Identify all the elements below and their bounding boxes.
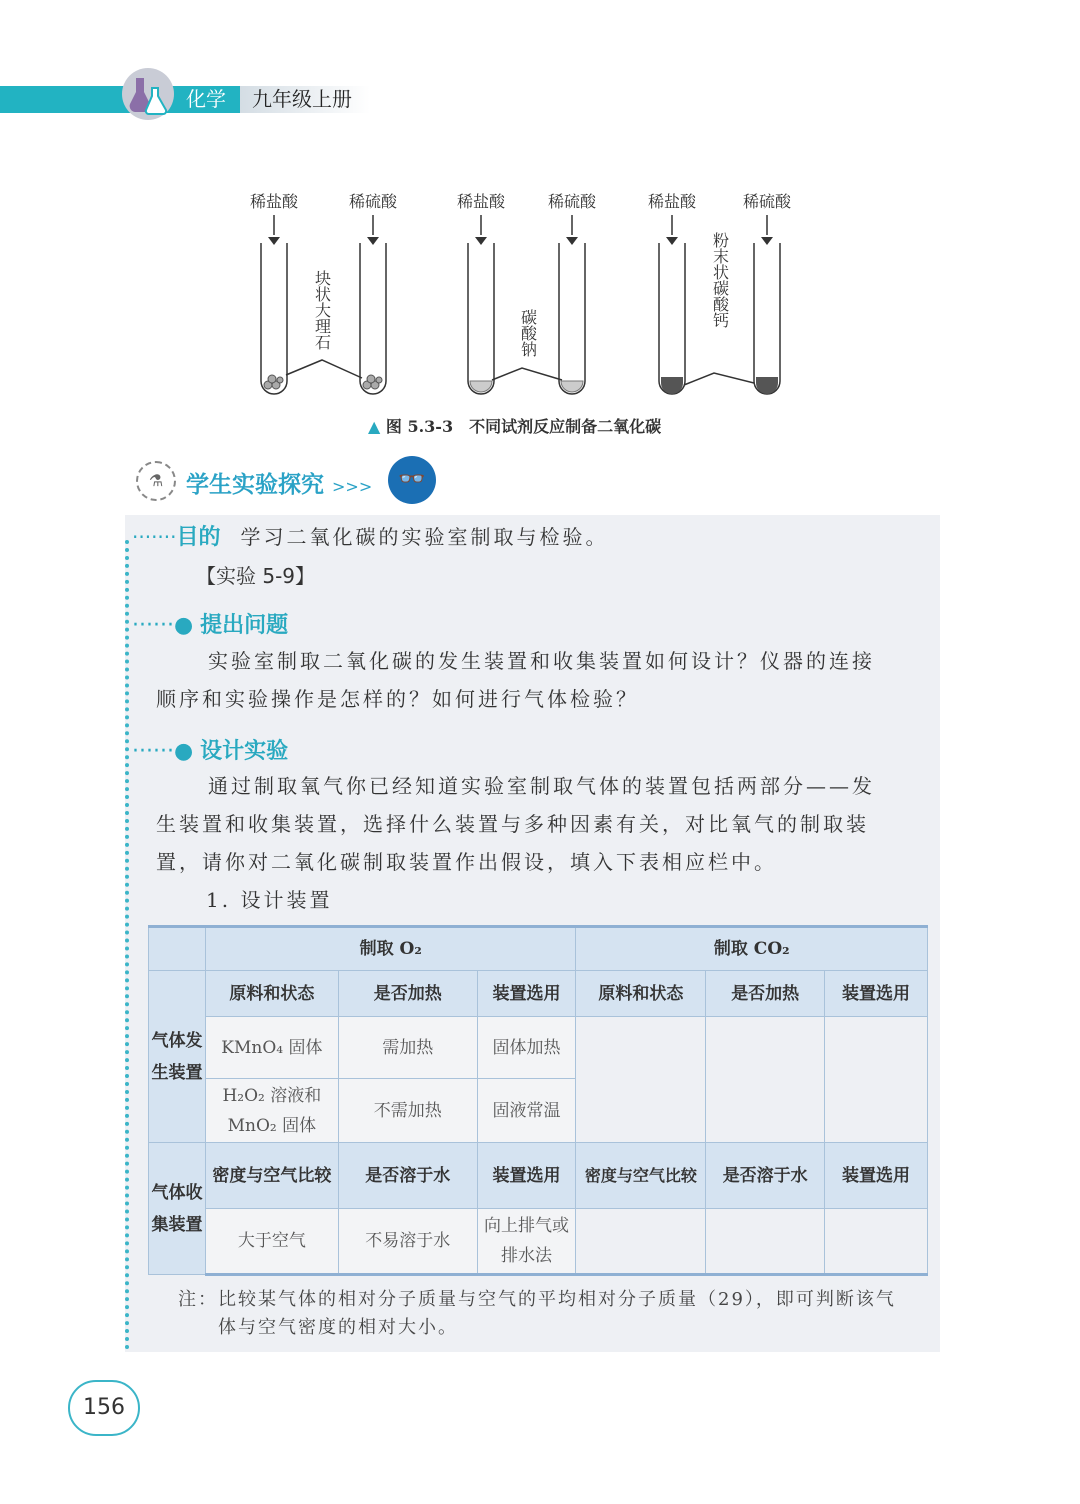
acid-label: 稀盐酸 xyxy=(647,192,697,211)
acid-label: 稀硫酸 xyxy=(547,192,597,211)
cell: 向上排气或排水法 xyxy=(477,1209,576,1275)
design-subheading: 1. 设计装置 xyxy=(206,888,333,912)
answer-cell[interactable] xyxy=(825,1017,928,1143)
cell: 大于空气 xyxy=(205,1209,338,1275)
col-head: 是否加热 xyxy=(338,971,477,1017)
question-line: 实验室制取二氧化碳的发生装置和收集装置如何设计？仪器的连接 xyxy=(208,649,875,673)
design-line: 生装置和收集装置，选择什么装置与多种因素有关，对比氧气的制取装 xyxy=(156,812,869,836)
experiment-id: 【实验 5-9】 xyxy=(196,564,316,588)
flask-logo-icon xyxy=(122,68,174,120)
col-head: 密度与空气比较 xyxy=(576,1143,706,1209)
purpose-line: ·······目的 学习二氧化碳的实验室制取与检验。 xyxy=(132,525,609,550)
acid-label: 稀硫酸 xyxy=(348,192,398,211)
test-tube-figure xyxy=(230,185,830,405)
col-head: 是否溶于水 xyxy=(338,1143,477,1209)
col-head: 装置选用 xyxy=(825,1143,928,1209)
page-number: 156 xyxy=(68,1380,140,1436)
acid-label: 稀盐酸 xyxy=(249,192,299,211)
design-line: 置，请你对二氧化碳制取装置作出假设，填入下表相应栏中。 xyxy=(156,850,777,874)
generation-label: 气体发生装置 xyxy=(149,971,206,1143)
col-head: 密度与空气比较 xyxy=(205,1143,338,1209)
cell: 需加热 xyxy=(338,1017,477,1079)
cell: 固体加热 xyxy=(477,1017,576,1079)
col-head: 是否溶于水 xyxy=(706,1143,825,1209)
col-head: 原料和状态 xyxy=(576,971,706,1017)
subject-label: 化学 xyxy=(186,87,226,111)
col-head: 装置选用 xyxy=(825,971,928,1017)
reagent-label: 块状大理石 xyxy=(312,270,332,350)
design-heading: ······● 设计实验 xyxy=(132,739,289,764)
figure-caption: ▲ 图 5.3-3 不同试剂反应制备二氧化碳 xyxy=(368,417,662,436)
answer-cell[interactable] xyxy=(576,1209,706,1275)
cell: 不需加热 xyxy=(338,1079,477,1143)
answer-cell[interactable] xyxy=(825,1209,928,1275)
dotted-guide xyxy=(125,540,129,1350)
reagent-label: 粉末状碳酸钙 xyxy=(710,232,730,328)
reagent-label: 碳酸钠 xyxy=(518,309,538,357)
design-line: 通过制取氧气你已经知道实验室制取气体的装置包括两部分——发 xyxy=(208,774,875,798)
note: 注：比较某气体的相对分子质量与空气的平均相对分子质量（29），即可判断该气 体与空气密度的相对大小。 xyxy=(178,1289,896,1338)
acid-label: 稀盐酸 xyxy=(456,192,506,211)
cell: 不易溶于水 xyxy=(338,1209,477,1275)
answer-cell[interactable] xyxy=(706,1209,825,1275)
col-head: 原料和状态 xyxy=(205,971,338,1017)
flask-badge-icon: ⚗ xyxy=(136,461,176,501)
question-line: 顺序和实验操作是怎样的？如何进行气体检验？ xyxy=(156,687,639,711)
grade-label: 九年级上册 xyxy=(252,87,352,111)
o2-header: 制取 O₂ xyxy=(205,927,576,971)
cell: H₂O₂ 溶液和 MnO₂ 固体 xyxy=(205,1079,338,1143)
answer-cell[interactable] xyxy=(706,1017,825,1143)
co2-header: 制取 CO₂ xyxy=(576,927,928,971)
acid-label: 稀硫酸 xyxy=(742,192,792,211)
collection-label: 气体收集装置 xyxy=(149,1143,206,1275)
cell: KMnO₄ 固体 xyxy=(205,1017,338,1079)
answer-cell[interactable] xyxy=(576,1017,706,1143)
section-title xyxy=(186,466,372,499)
col-head: 装置选用 xyxy=(477,971,576,1017)
col-head: 装置选用 xyxy=(477,1143,576,1209)
design-table xyxy=(148,925,928,1276)
question-heading: ······● 提出问题 xyxy=(132,613,289,638)
section-title-text: 学生实验探究 xyxy=(186,472,324,498)
safety-goggles-icon: 👓 xyxy=(388,456,436,504)
cell: 固液常温 xyxy=(477,1079,576,1143)
col-head: 是否加热 xyxy=(706,971,825,1017)
section-arrows: >>> xyxy=(332,477,373,496)
